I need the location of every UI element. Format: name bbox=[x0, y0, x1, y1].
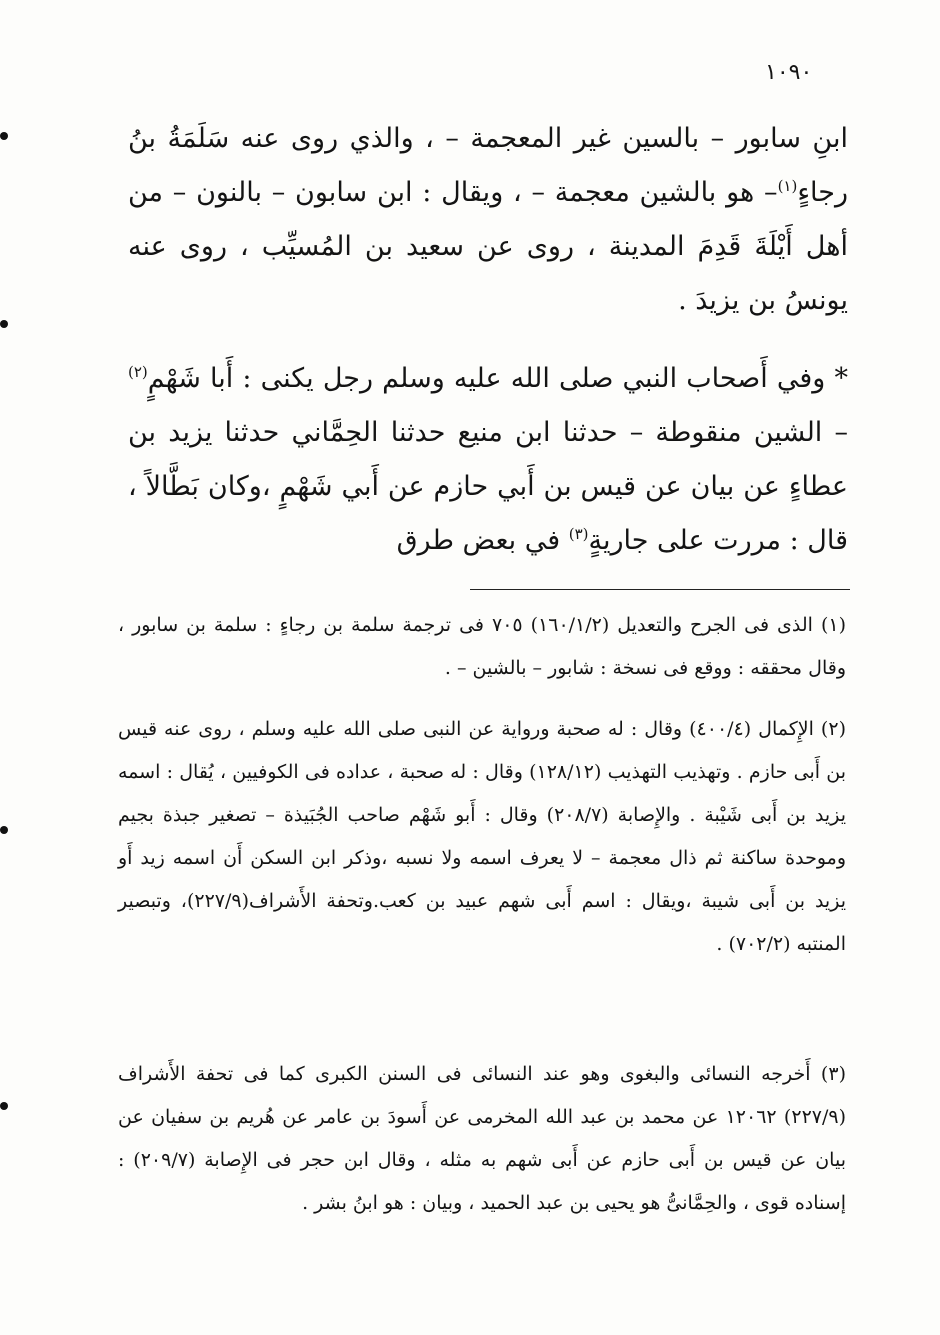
footnote-separator bbox=[470, 589, 850, 590]
footnote-ref-3[interactable]: (٣) bbox=[568, 525, 589, 543]
main-text-segment: * وفي أَصحاب النبي صلى الله عليه وسلم رجل يكنى : أَبا شَهْمٍ bbox=[147, 363, 848, 394]
main-text-segment: ابنِ سابور – بالسين غير المعجمة – ، والذي روى عنه سَلَمَةُ بنُ رجاءٍ bbox=[128, 123, 848, 208]
scan-edge-mark bbox=[0, 826, 8, 834]
main-paragraph-2 bbox=[128, 352, 848, 568]
scan-edge-mark bbox=[0, 1102, 8, 1110]
footnote-2: (٢) الإِكمال (٤٠٠/٤) وقال : له صحبة ورواية عن النبى صلى الله عليه وسلم ، روى عنه قيس بن أَبى حازم . وتهذيب التهذيب (١٢٨/١٢) وقال : له صحبة ، عداده فى الكوفيين ، يُقال : اسمه يزيد بن أَبى شَيْبة . والإِصابة (٢٠٨/٧) وقال : أَبو شَهْم صاحب الجُبَيذة – تصغير جبذة بجيم وموحدة ساكنة ثم ذال معجمة – لا يعرف اسمه ولا نسبه ،وذكر ابن السكن أَن اسمه زيد أَو يزيد بن أَبى شيبة ،ويقال : اسم أَبى شهم عبيد بن كعب.وتحفة الأَشراف(٢٢٧/٩)، وتبصير المنتبه (٧٠٢/٢) . bbox=[118, 718, 847, 955]
footnote-ref-2[interactable]: (٢) bbox=[128, 363, 148, 381]
scan-edge-mark bbox=[0, 132, 8, 140]
page-number: ١٠٩٠ bbox=[765, 60, 813, 85]
main-text-segment: – الشين منقوطة – حدثنا ابن منيع حدثنا الحِمَّاني حدثنا يزيد بن عطاءٍ عن بيان عن قيس بن أَبي حازم عن أَبي شَهْمٍ ،وكان بَطَّالاً ، قال : مررت على جاريةٍ bbox=[128, 417, 848, 556]
main-text-segment: في بعض طرق bbox=[396, 525, 569, 556]
main-text-segment: – هو بالشين معجمة – ، ويقال : ابن سابون – بالنون – من أهل أَيْلَةَ قَدِمَ المدينة ، روى عن سعيد بن المُسيِّب ، روى عنه يونسُ بن يزيدَ . bbox=[128, 177, 848, 316]
scan-edge-mark bbox=[0, 320, 8, 328]
main-paragraph-1 bbox=[128, 112, 848, 328]
footnote-ref-1[interactable]: (١) bbox=[777, 177, 798, 195]
footnote-3: (٣) أَخرجه النسائى والبغوى وهو عند النسائى فى السنن الكبرى كما فى تحفة الأَشراف (٢٢٧/٩) ١٢٠٦٢ عن محمد بن عبد الله المخرمى عن أَسودَ بن عامر عن هُريم بن سفيان عن بيان عن قيس بن أَبى حازم عن أَبى شهم به مثله ، وقال ابن حجر فى الإِصابة (٢٠٩/٧) : إسناده قوى ، والحِمَّانىُّ هو يحيى بن عبد الحميد ، وبيان : هو ابنُ بشر . bbox=[118, 1063, 847, 1214]
footnote-1: (١) الذى فى الجرح والتعديل (١٦٠/١/٢) ٧٠٥ فى ترجمة سلمة بن رجاءٍ : سلمة بن سابور ، وقال محققه : ووقع فى نسخة : شابور – بالشين – . bbox=[118, 614, 847, 679]
